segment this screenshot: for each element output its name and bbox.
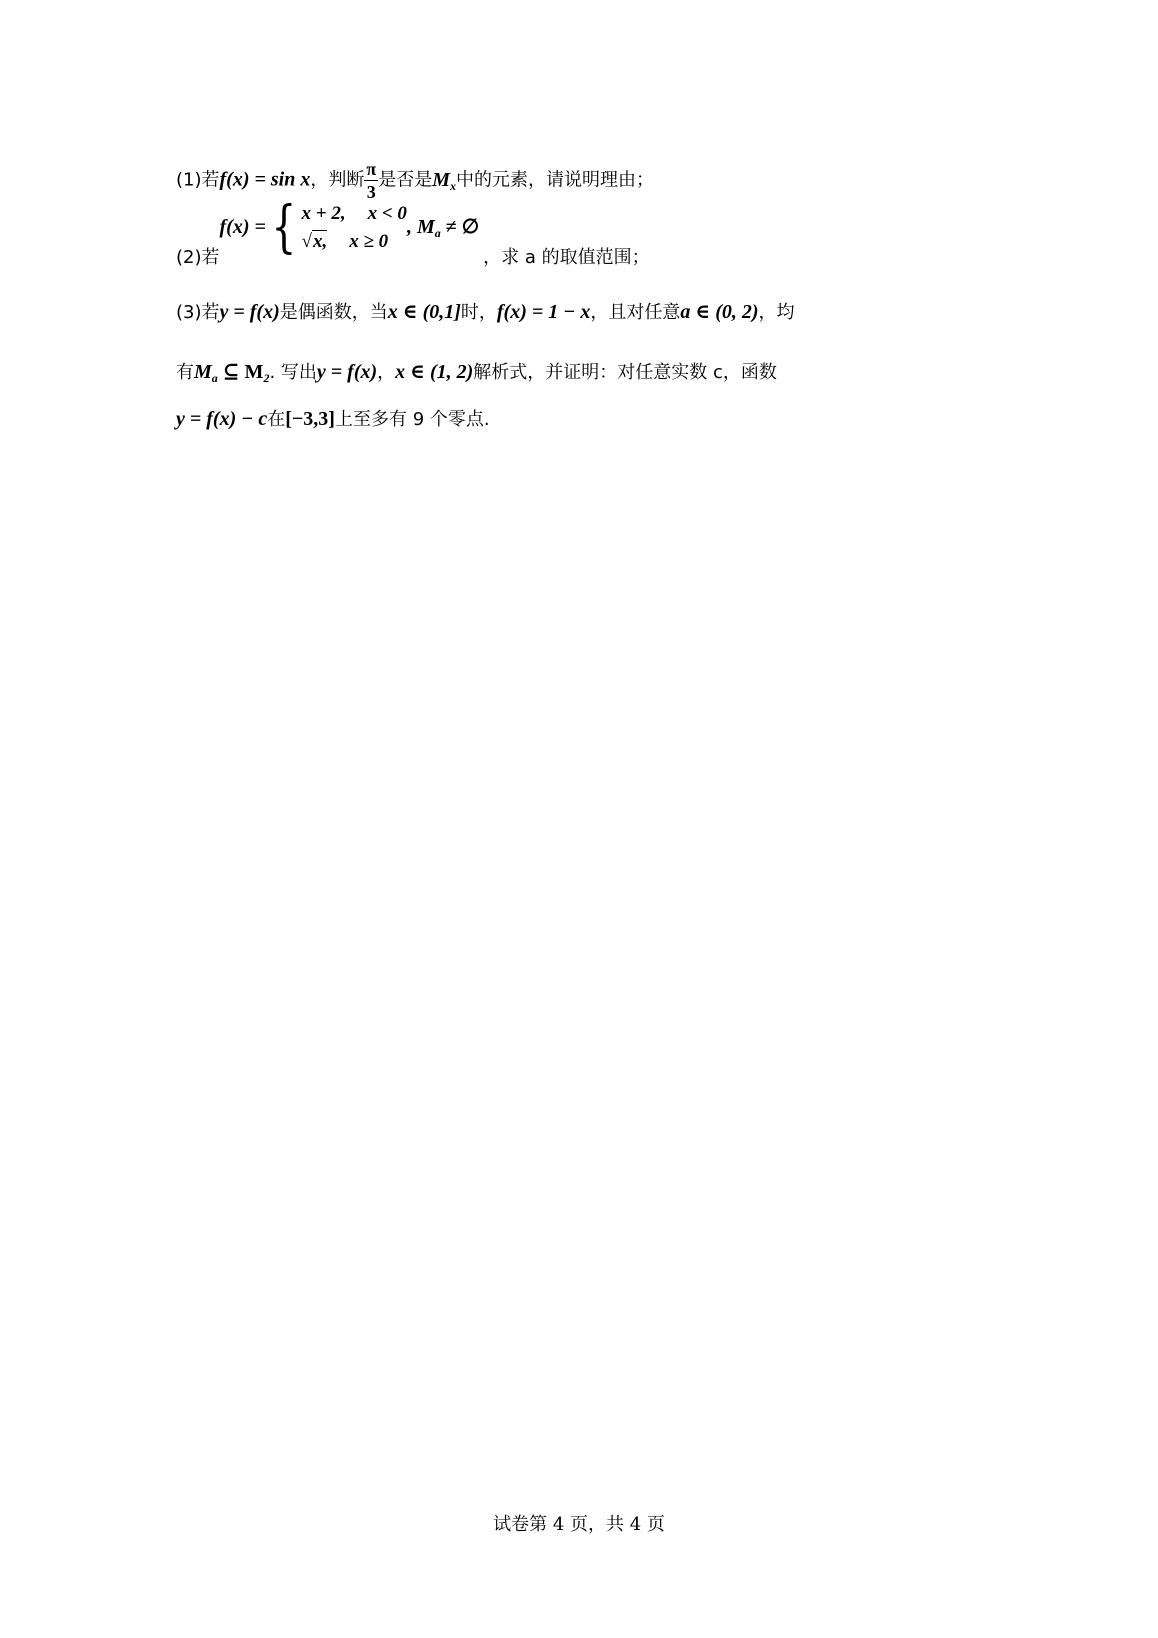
piecewise-function (219, 195, 480, 260)
q1-set: $M_x$ (432, 168, 457, 193)
piecewise-f-eq: f(x) = (219, 216, 266, 238)
q3-line3-interval: [−3,3] (285, 408, 335, 430)
q1-text-c: 中的元素，请说明理由； (456, 169, 655, 191)
q3-label: (3)若 (176, 302, 220, 323)
q3-line3-text-a: 在 (267, 409, 286, 430)
case-row-1: x + 2, x < 0 (301, 203, 407, 224)
fraction-denominator: 3 (366, 182, 376, 202)
question-1 (176, 158, 654, 203)
q3-line2-text-b: 解析式，并证明：对任意实数 c，函数 (473, 362, 777, 383)
question-3-line-3 (176, 405, 490, 431)
question-3-line-2 (176, 358, 777, 386)
q3-text-b: 时， (460, 302, 497, 323)
q3-y-eq-fx: y = f(x) (219, 301, 280, 323)
q3-line3-text-b: 上至多有 9 个零点. (334, 409, 490, 430)
fraction-numerator: π (366, 159, 377, 179)
question-2 (176, 195, 650, 269)
q2-label: (2)若 (176, 247, 220, 268)
q3-text-a: 是偶函数，当 (279, 302, 388, 323)
q3-subset-relation: $M_a$ ⊆ $M_2$ (194, 361, 270, 385)
page-footer: 试卷第 4 页，共 4 页 (493, 1514, 665, 1535)
q3-line2-prefix: 有 (176, 362, 194, 383)
q3-text-d: ，均 (758, 302, 795, 323)
q3-line3-function: y = f(x) − c (176, 408, 268, 430)
q3-a-range: a ∈ (0, 2) (680, 301, 759, 323)
pi-over-3-fraction (364, 158, 378, 203)
question-3-line-1 (176, 298, 795, 324)
q3-line2-y-eq-fx: y = f(x) (316, 361, 378, 383)
q3-line2-comma: ， (377, 362, 396, 383)
set-not-empty: , $M_a$ ≠ ∅ (406, 216, 480, 240)
q1-label: (1)若 (176, 169, 220, 191)
q3-text-c: ，且对任意 (590, 302, 681, 323)
q3-line2-interval: x ∈ (1, 2) (395, 361, 474, 383)
q3-fx-def: f(x) = 1 − x (496, 301, 591, 323)
q3-line2-text-a: . 写出 (269, 362, 317, 383)
q1-function: f(x) = sin x (219, 168, 311, 191)
left-brace-icon: { (271, 195, 297, 260)
q1-text-b: 是否是 (378, 169, 433, 191)
case-row-2: √x, x ≥ 0 (301, 231, 389, 252)
q1-text-a: ，判断 (310, 169, 365, 191)
piecewise-cases (302, 200, 407, 256)
q3-interval: x ∈ (0,1] (387, 301, 461, 323)
q2-text-end: ，求 a 的取值范围； (483, 247, 650, 268)
